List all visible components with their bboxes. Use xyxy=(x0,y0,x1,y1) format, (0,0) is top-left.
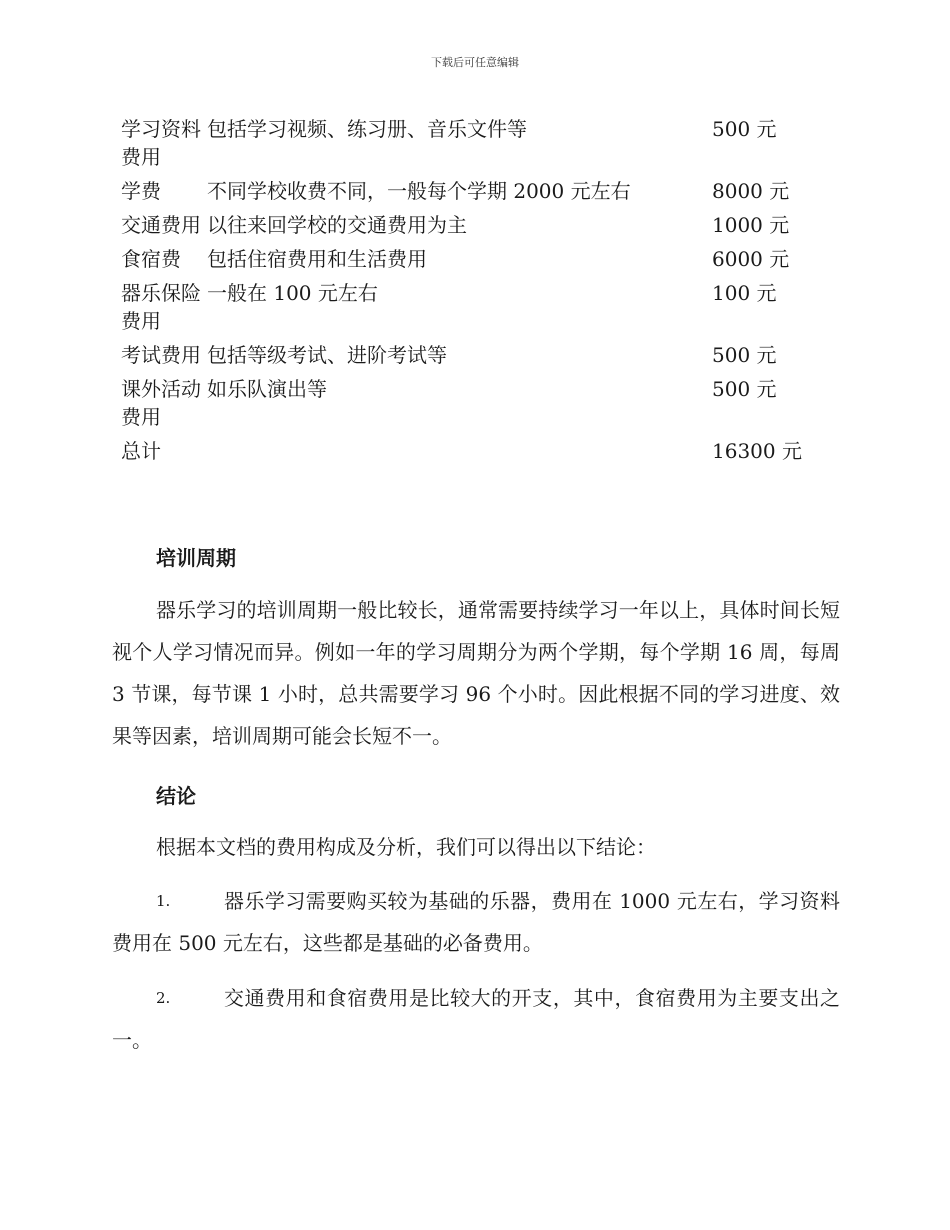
table-row xyxy=(112,242,852,276)
list-number: 2. xyxy=(156,989,171,1007)
list-item xyxy=(112,977,840,1061)
table-row xyxy=(112,174,852,208)
table-row xyxy=(112,208,852,242)
fee-description: 不同学校收费不同，一般每个学期 2000 元左右 xyxy=(207,179,631,203)
fee-amount: 1000 元 xyxy=(712,213,790,237)
fee-amount: 6000 元 xyxy=(712,247,790,271)
fee-item: 器乐保险费用 xyxy=(121,281,201,333)
table-row xyxy=(112,372,852,434)
fee-item: 总计 xyxy=(121,439,161,463)
fee-table xyxy=(112,112,852,468)
fee-item: 学费 xyxy=(121,179,161,203)
list-text: 器乐学习需要购买较为基础的乐器，费用在 1000 元左右，学习资料费用在 500 元左右，这些都是基础的必备费用。 xyxy=(112,889,840,955)
fee-description: 以往来回学校的交通费用为主 xyxy=(207,213,467,237)
fee-amount: 500 元 xyxy=(712,343,777,367)
list-item xyxy=(112,880,840,964)
list-text: 交通费用和食宿费用是比较大的开支，其中，食宿费用为主要支出之一。 xyxy=(112,986,840,1052)
table-row xyxy=(112,338,852,372)
fee-amount: 500 元 xyxy=(712,377,777,401)
fee-item: 课外活动费用 xyxy=(121,377,201,429)
fee-item: 考试费用 xyxy=(121,343,201,367)
fee-description: 包括等级考试、进阶考试等 xyxy=(207,343,447,367)
fee-total-amount: 16300 元 xyxy=(712,439,802,463)
conclusion-intro: 根据本文档的费用构成及分析，我们可以得出以下结论： xyxy=(156,835,656,859)
section-heading-cycle: 培训周期 xyxy=(156,546,236,570)
fee-description xyxy=(205,434,703,468)
fee-description: 包括住宿费用和生活费用 xyxy=(207,247,427,271)
fee-description: 一般在 100 元左右 xyxy=(207,281,378,305)
fee-amount: 500 元 xyxy=(712,117,777,141)
table-row xyxy=(112,276,852,338)
section-heading-conclusion: 结论 xyxy=(156,784,196,808)
fee-item: 食宿费 xyxy=(121,247,181,271)
fee-item: 交通费用 xyxy=(121,213,201,237)
fee-item: 学习资料费用 xyxy=(121,117,201,169)
fee-description: 如乐队演出等 xyxy=(207,377,327,401)
cycle-paragraph: 器乐学习的培训周期一般比较长，通常需要持续学习一年以上，具体时间长短视个人学习情况而异。例如一年的学习周期分为两个学期，每个学期 16 周，每周 3 节课，每节课 1 小时，总共需要学习 96 个小时。因此根据不同的学习进度、效果等因素，培训周期可能会长短不一。 xyxy=(112,598,840,748)
fee-amount: 100 元 xyxy=(712,281,777,305)
fee-description: 包括学习视频、练习册、音乐文件等 xyxy=(207,117,527,141)
page-header: 下载后可任意编辑 xyxy=(431,56,519,69)
table-row-total xyxy=(112,434,852,468)
fee-amount: 8000 元 xyxy=(712,179,790,203)
list-number: 1. xyxy=(156,892,171,910)
table-row xyxy=(112,112,852,174)
